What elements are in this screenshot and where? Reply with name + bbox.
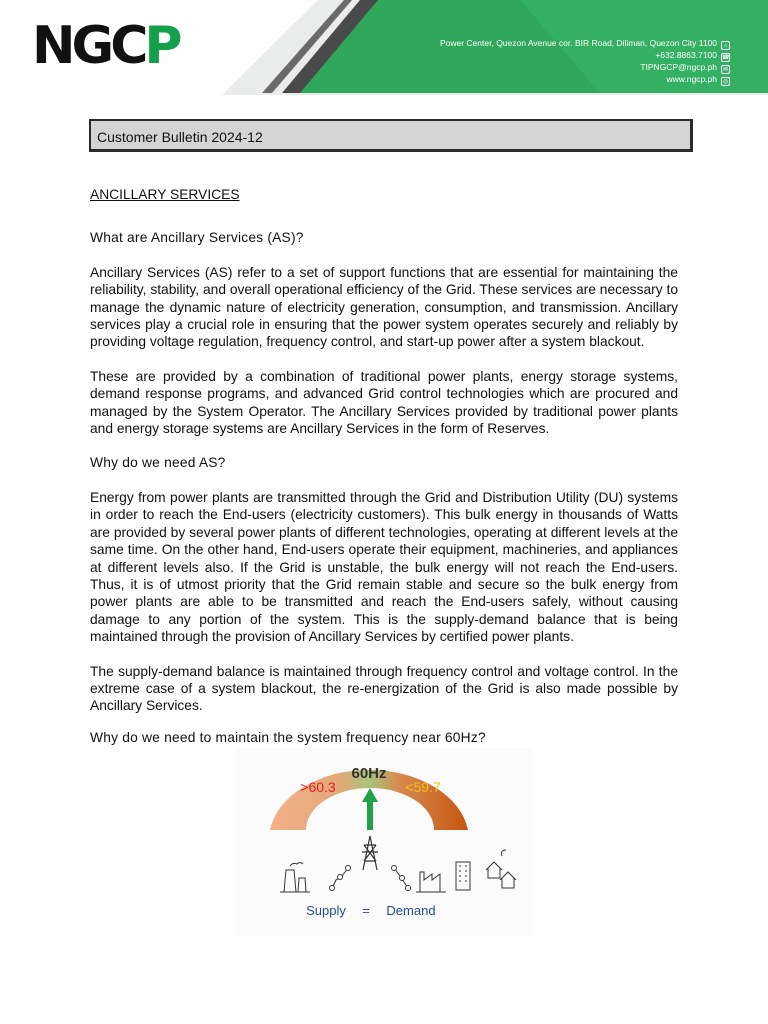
bulletin-body [90,186,678,746]
bulletin-title-box: Customer Bulletin 2024-12 [89,119,693,152]
address-text: Power Center, Quezon Avenue cor. BIR Road, Diliman, Quezon City 1100 [439,38,717,48]
email-text: TIPNGCP@ngcp.ph [640,62,717,72]
question-what-is-as: What are Ancillary Services (AS)? [90,230,304,246]
email-icon: ✉ [722,67,729,73]
location-icon: ⌂ [721,41,730,50]
demand-label: Demand [386,903,436,918]
question-why-need-as: Why do we need AS? [90,455,226,471]
equals-label: = [362,903,370,918]
question-why-60hz: Why do we need to maintain the system frequency near 60Hz? [90,729,486,745]
paragraph-providers: These are provided by a combination of traditional power plants, energy storage systems, demand response programs, and advanced Grid control technologies which are procured and managed by the System Operator. The Ancillary Services provided by traditional power plants and energy storage systems are Ancillary Services in the form of Reserves. [90,368,678,437]
ngcp-logo: NGCP [32,16,179,76]
paragraph-definition: Ancillary Services (AS) refer to a set of support functions that are essential for maintaining the reliability, stability, and overall operational efficiency of the Grid. These services are necessary to manage the dynamic nature of electricity generation, consumption, and transmission. Ancillary services play a crucial role in ensuring that the power system operates securely and reliably by providing voltage regulation, frequency control, and start-up power after a system blackout. [90,264,678,350]
gauge-center-label: 60Hz [351,765,387,782]
letterhead [0,0,768,95]
paragraph-grid-stability: Energy from power plants are transmitted through the Grid and Distribution Utility (DU) systems in order to reach the End-users (electricity customers). This bulk energy in thousands of Watts are provided by several power plants of different technologies, operating at different levels at the same time. On the other hand, End-users operate their equipment, machineries, and appliances at different levels also. If the Grid is unstable, the bulk energy will not reach the End-users. Thus, it is of utmost priority that the Grid remain stable and secure so the bulk energy from power plants are able to be transmitted and reach the End-users safely, without causing damage to any portion of the system. This is the supply-demand balance that is being maintained through the provision of Ancillary Services by certified power plants. [90,489,678,645]
phone-icon: ☎ [722,55,730,61]
globe-icon: ◎ [722,79,729,85]
frequency-gauge-figure [236,748,532,936]
supply-label: Supply [306,903,346,918]
gauge-right-label: <59.7 [405,779,441,795]
contact-info [440,38,730,86]
paragraph-balance: The supply-demand balance is maintained through frequency control and voltage control. In the extreme case of a system blackout, the re-energization of the Grid is also made possible by Ancillary Services. [90,663,678,714]
section-title: ANCILLARY SERVICES [90,187,240,202]
phone-text: +632.8863.7100 [655,50,717,60]
website-text: www.ngcp.ph [666,74,717,84]
gauge-left-label: >60.3 [300,779,336,795]
